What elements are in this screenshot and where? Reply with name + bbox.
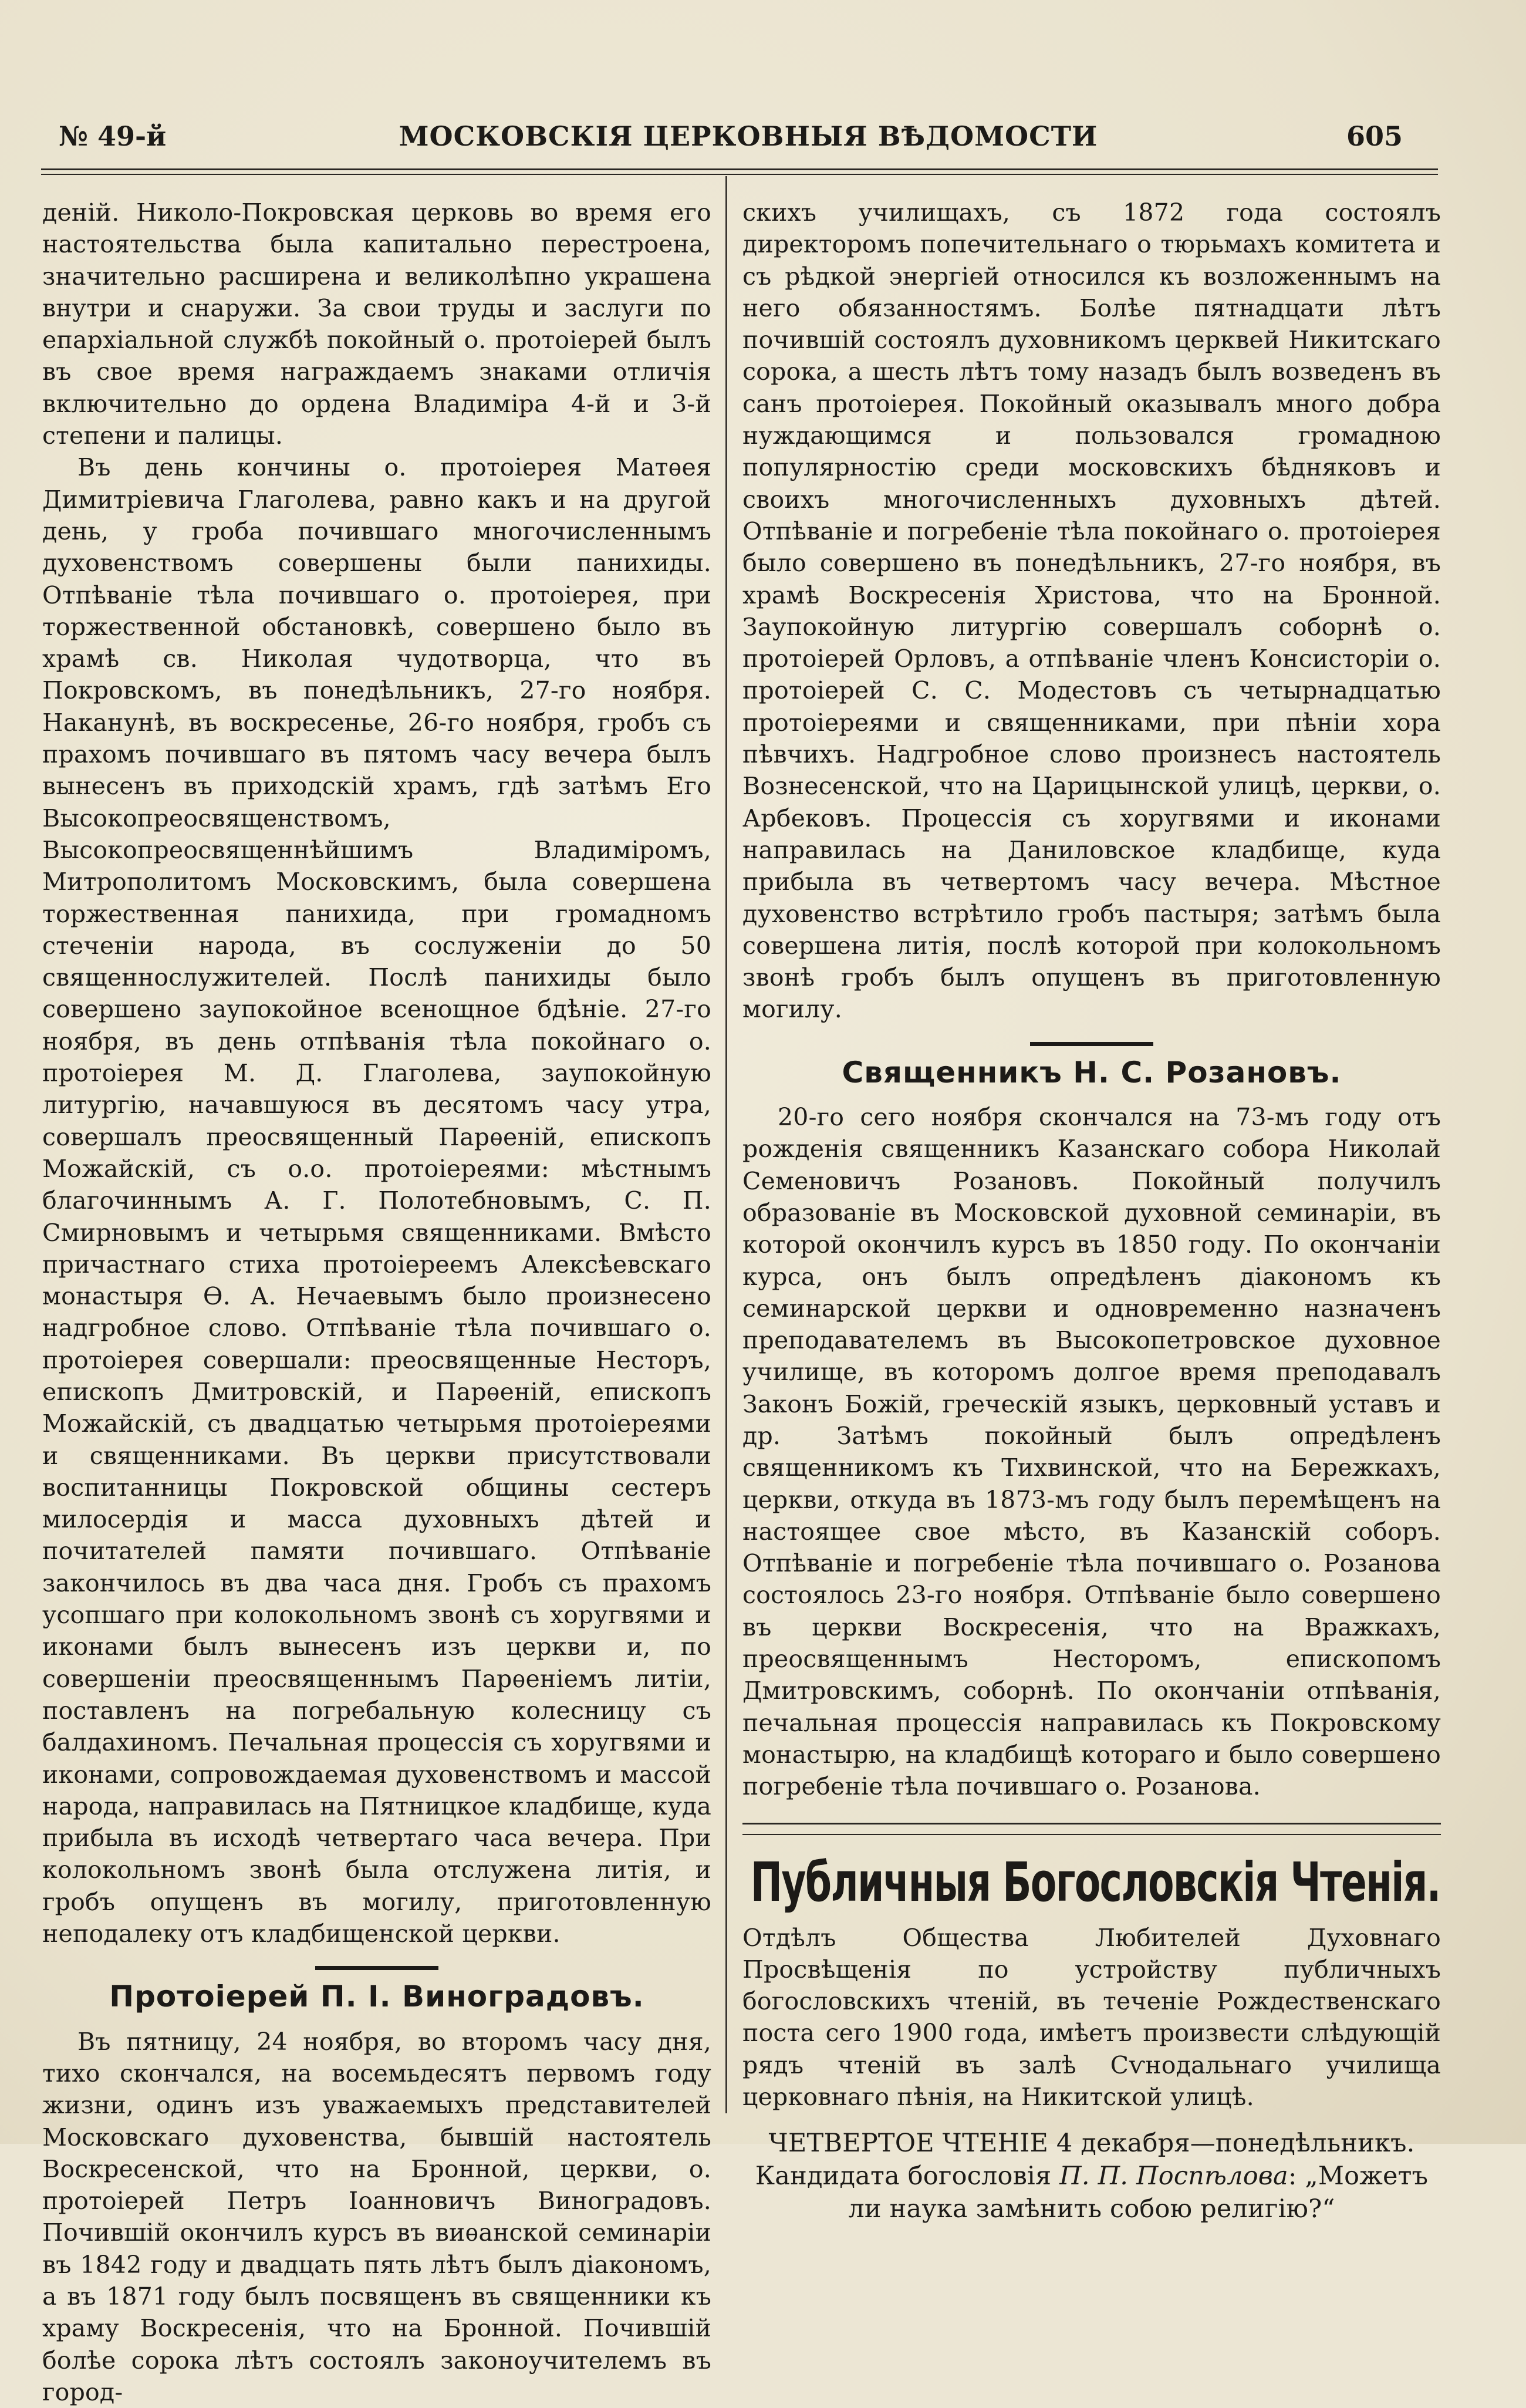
page-number: 605 [1346, 120, 1403, 152]
paragraph: Въ пятницу, 24 ноября, во второмъ часу дня, тихо скончался, на восемьдесятъ первомъ году жизни, одинъ изъ уважаемыхъ представителей Московскаго духовенства, бывшій настоятель Воскресенской, что на Бронной, церкви, о. протоіерей Петръ Іоанновичъ Виноградовъ. Почившій окончилъ курсъ въ виѳанской семинаріи въ 1842 году и двадцать пять лѣтъ былъ діакономъ, а въ 1871 году былъ посвященъ въ священники къ храму Воскресенія, что на Бронной. Почившій болѣе сорока лѣтъ состоялъ законоучителемъ въ город- [42, 2027, 711, 2406]
journal-title: МОСКОВСКІЯ ЦЕРКОВНЫЯ ВѢДОМОСТИ [399, 120, 1098, 152]
lecture-speaker-prefix: Кандидата богословія [755, 2161, 1060, 2191]
paragraph: Въ день кончины о. протоіерея Матѳея Димитріевича Глаголева, равно какъ и на другой день, у гроба почившаго многочисленнымъ духовенствомъ совершены были панихиды. Отпѣваніе тѣла почившаго о. протоіерея, при торжественной обстановкѣ, совершено было въ храмѣ св. Николая чудотворца, что въ Покровскомъ, въ понедѣльникъ, 27-го ноября. Наканунѣ, въ воскресенье, 26-го ноября, гробъ съ прахомъ почившаго въ пятомъ часу вечера былъ вынесенъ въ приходскій храмъ, гдѣ затѣмъ Его Высокопреосвященствомъ, Высокопреосвященнѣйшимъ Владиміромъ, Митрополитомъ Московскимъ, была совершена торжественная панихида, при громадномъ стеченіи народа, въ сослуженіи до 50 священнослужителей. Послѣ панихиды было совершено заупокойное всенощное бдѣніе. 27-го ноября, въ день отпѣванія тѣла покойнаго о. протоіерея М. Д. Глаголева, заупокойную литургію, начавшуюся въ десятомъ часу утра, совершалъ преосвященный Парѳеній, епископъ Можайскій, съ о.о. протоіереями: мѣстнымъ благочиннымъ А. Г. Полотебновымъ, С. П. Смирновымъ и четырьмя священниками. Вмѣсто причастнаго стиха протоіереемъ Алексѣевскаго монастыря Ѳ. А. Нечаевымъ было произнесено надгробное слово. Отпѣваніе тѣла почившаго о. протоіерея совершали: преосвященные Несторъ, епископъ Дмитровскій, и Парѳеній, епископъ Можайскій, съ двадцатью четырьмя протоіереями и священниками. Въ церкви присутствовали воспитанницы Покровской общины сестеръ милосердія и масса духовныхъ дѣтей и почитателей памяти почившаго. Отпѣваніе закончилось въ два часа дня. Гробъ съ прахомъ усопшаго при колокольномъ звонѣ съ хоругвями и иконами былъ вынесенъ изъ церкви и, по совершеніи преосвященнымъ Парѳеніемъ литіи, поставленъ на погребальную колесницу съ балдахиномъ. Печальная процессія съ хоругвями и иконами, сопровождаемая духовенствомъ и массой народа, направилась на Пятницкое кладбище, куда прибыла въ исходѣ четвертаго часа вечера. При колокольномъ звонѣ была отслужена литія, и гробъ опущенъ въ могилу, приготовленную неподалеку отъ кладбищенской церкви. [42, 453, 711, 1948]
paragraph: скихъ училищахъ, съ 1872 года состоялъ директоромъ попечительнаго о тюрьмахъ комитета и съ рѣдкой энергіей относился къ возложеннымъ на него обязанностямъ. Болѣе пятнадцати лѣтъ почившій состоялъ духовникомъ церквей Никитскаго сорока, а шесть лѣтъ тому назадъ былъ возведенъ въ санъ протоіерея. Покойный оказывалъ много добра нуждающимся и пользовался громадною популярностію среди московскихъ бѣдняковъ и своихъ многочисленныхъ духовныхъ дѣтей. Отпѣваніе и погребеніе тѣла покойнаго о. протоіерея было совершено въ понедѣльникъ, 27-го ноября, въ храмѣ Воскресенія Христова, что на Бронной. Заупокойную литургію совершалъ соборнѣ о. протоіерей Орловъ, а отпѣваніе членъ Консисторіи о. протоіерей С. С. Модестовъ съ четырнадцатью протоіереями и священниками, при пѣніи хора пѣвчихъ. Надгробное слово произнесъ настоятель Вознесенской, что на Царицынской улицѣ, церкви, о. Арбековъ. Процессія съ хоругвями и иконами направилась на Даниловское кладбище, куда прибыла въ четвертомъ часу вечера. Мѣстное духовенство встрѣтило гробъ пастыря; затѣмъ была совершена литія, послѣ которой при колокольномъ звонѣ гробъ былъ опущенъ въ приготовленную могилу. [742, 198, 1441, 1024]
lecture-date: ЧЕТВЕРТОЕ ЧТЕНІЕ 4 декабря—понедѣльникъ. [768, 2129, 1415, 2159]
right-column [742, 197, 1441, 2225]
section-divider [315, 1966, 438, 1970]
header-rule-double [41, 174, 1438, 175]
lecture-title-end: ли наука замѣнить собою религію?“ [848, 2194, 1335, 2224]
lecture-title-start: : „Можетъ [1288, 2161, 1429, 2191]
announcement-heading: Публичныя Богословскія Чтенія. [750, 1850, 1440, 1914]
left-column [42, 197, 711, 2408]
obituary-heading: Протоіерей П. І. Виноградовъ. [109, 1979, 644, 2014]
header-rule [41, 168, 1438, 170]
lecture-speaker: П. П. Поспѣлова [1059, 2161, 1288, 2191]
issue-number: № 49-й [59, 120, 167, 152]
column-divider [725, 176, 727, 2113]
paragraph: деній. Николо-Покровская церковь во время его настоятельства была капитально перестроена, значительно расширена и великолѣпно украшена внутри и снаружи. За свои труды и заслуги по епархіальной службѣ покойный о. протоіерей былъ въ свое время награждаемъ знаками отличія включительно до ордена Владиміра 4-й и 3-й степени и палицы. [42, 198, 711, 450]
page-header [59, 120, 1438, 167]
section-divider [1030, 1042, 1153, 1046]
paragraph: 20-го сего ноября скончался на 73-мъ году отъ рожденія священникъ Казанскаго собора Николай Семеновичъ Розановъ. Покойный получилъ образованіе въ Московской духовной семинаріи, въ которой окончилъ курсъ въ 1850 году. По окончаніи курса, онъ былъ опредѣленъ діакономъ къ семинарской церкви и одновременно назначенъ преподавателемъ въ Высокопетровское духовное училище, въ которомъ долгое время преподавалъ Законъ Божій, греческій языкъ, церковный уставъ и др. Затѣмъ покойный былъ опредѣленъ священникомъ къ Тихвинской, что на Бережкахъ, церкви, откуда въ 1873-мъ году былъ перемѣщенъ на настоящее свое мѣсто, въ Казанскій соборъ. Отпѣваніе и погребеніе тѣла почившаго о. Розанова состоялось 23-го ноября. Отпѣваніе было совершено въ церкви Воскресенія, что на Вражкахъ, преосвященнымъ Несторомъ, епископомъ Дмитровскимъ, соборнѣ. По окончаніи отпѣванія, печальная процессія направилась къ Покровскому монастырю, на кладбищѣ котораго и было совершено погребеніе тѣла почившаго о. Розанова. [742, 1103, 1441, 1801]
section-rule [742, 1823, 1441, 1824]
obituary-heading: Священникъ Н. С. Розановъ. [842, 1055, 1342, 1090]
lecture-announcement [742, 2127, 1441, 2225]
lecture-title-line [742, 2160, 1441, 2193]
announcement-text: Отдѣлъ Общества Любителей Духовнаго Просвѣщенія по устройству публичныхъ богословскихъ чтеній, въ теченіе Рождественскаго поста сего 1900 года, имѣетъ произвести слѣдующій рядъ чтеній въ залѣ Сѵнодальнаго училища церковнаго пѣнія, на Никитской улицѣ. [742, 1923, 1441, 2112]
section-rule-thin [742, 1834, 1441, 1835]
